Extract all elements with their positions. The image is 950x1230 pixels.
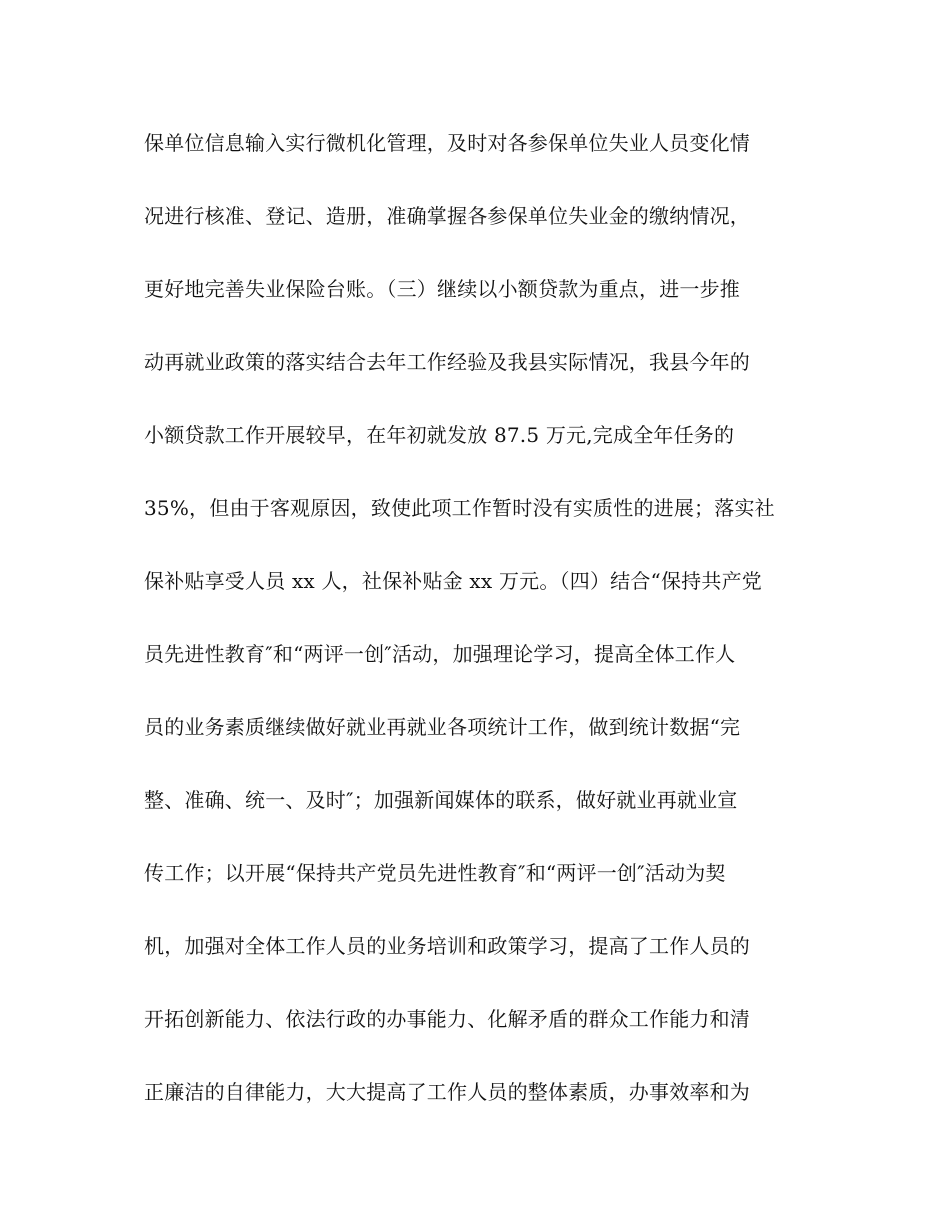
body-paragraph	[144, 122, 824, 1144]
text-line: 整、准确、统一、及时″；加强新闻媒体的联系，做好就业再就业宣	[144, 788, 738, 812]
text-line: 35%，但由于客观原因，致使此项工作暂时没有实质性的进展；落实社	[144, 496, 775, 520]
text-line: 员先进性教育″和“两评一创″活动，加强理论学习，提高全体工作人	[144, 642, 736, 666]
text-line: 况进行核准、登记、造册，准确掌握各参保单位失业金的缴纳情况，	[144, 204, 750, 228]
text-line: 传工作；以开展“保持共产党员先进性教育″和“两评一创″活动为契	[144, 861, 726, 885]
text-line: 更好地完善失业保险台账。（三）继续以小额贷款为重点，进一步推	[144, 277, 740, 301]
text-line: 机，加强对全体工作人员的业务培训和政策学习，提高了工作人员的	[144, 934, 750, 958]
text-line: 正廉洁的自律能力，大大提高了工作人员的整体素质，办事效率和为	[144, 1080, 750, 1104]
text-line: 保单位信息输入实行微机化管理，及时对各参保单位失业人员变化情	[144, 131, 750, 155]
text-line: 小额贷款工作开展较早，在年初就发放 87.5 万元,完成全年任务的	[144, 423, 735, 447]
text-line: 保补贴享受人员 xx 人，社保补贴金 xx 万元。（四）结合“保持共产党	[144, 569, 762, 593]
text-line: 开拓创新能力、依法行政的办事能力、化解矛盾的群众工作能力和清	[144, 1007, 750, 1031]
text-line: 动再就业政策的落实结合去年工作经验及我县实际情况，我县今年的	[144, 350, 750, 374]
text-line: 员的业务素质继续做好就业再就业各项统计工作，做到统计数据“完	[144, 715, 741, 739]
